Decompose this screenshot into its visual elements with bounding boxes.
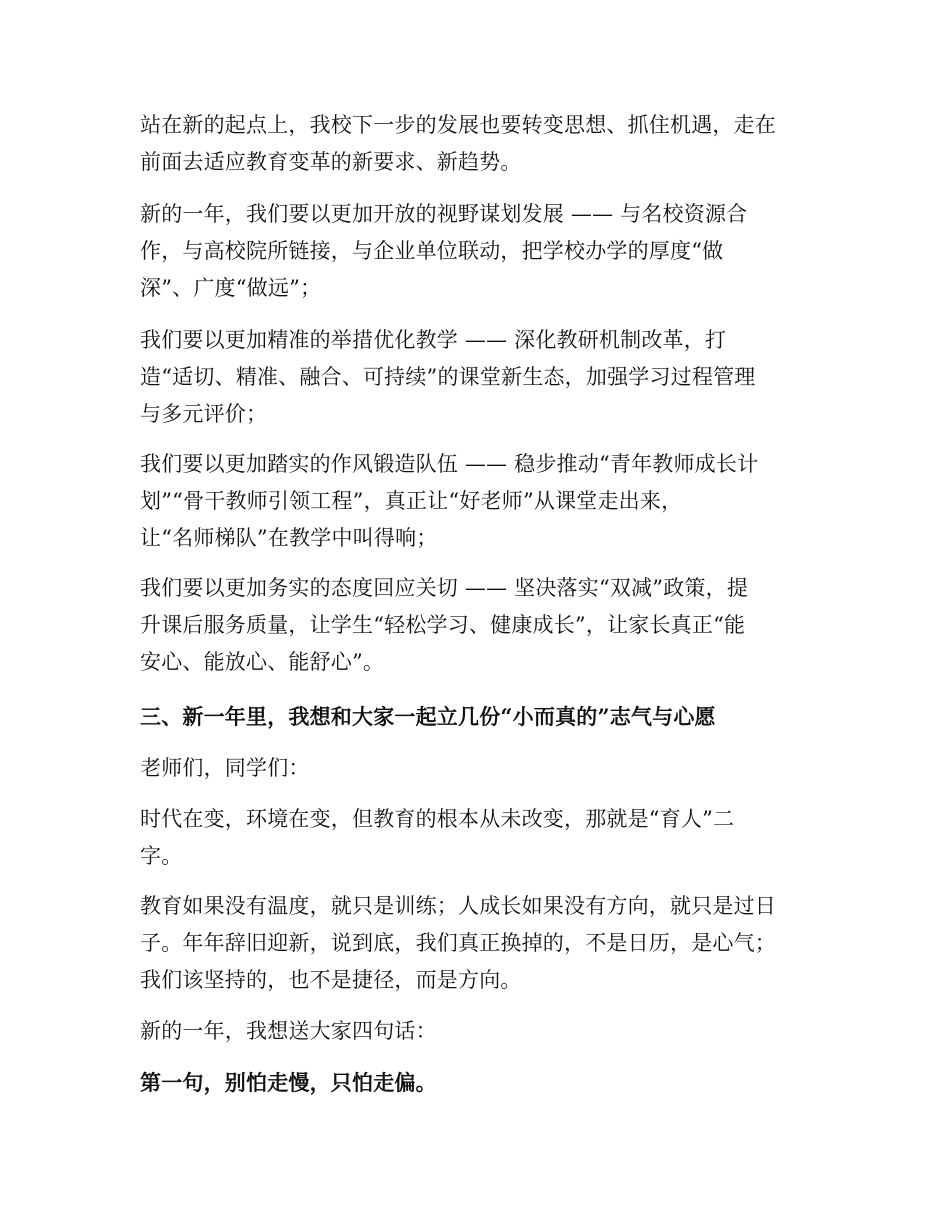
text-line: 升课后服务质量，让学生“轻松学习、健康成长”，让家长真正“能: [140, 613, 746, 637]
paragraph-teacher-team: [140, 446, 810, 557]
text-line: 子。年年辞旧迎新，说到底，我们真正换掉的，不是日历，是心气；: [140, 931, 776, 955]
paragraph-open-vision: [140, 196, 810, 307]
text-line: 教育如果没有温度，就只是训练；人成长如果没有方向，就只是过日: [140, 894, 776, 918]
paragraph-double-reduction: [140, 570, 810, 681]
paragraph-greeting: [140, 750, 810, 787]
text-line: 让“名师梯队”在教学中叫得响；: [140, 526, 438, 550]
text-line: 新的一年，我想送大家四句话：: [140, 1019, 437, 1043]
text-line: 深”、广度“做远”；: [140, 276, 322, 300]
text-line: 老师们，同学们：: [140, 756, 310, 780]
heading-line: 第一句，别怕走慢，只怕走偏。: [140, 1070, 437, 1095]
heading-line: 三、新一年里，我想和大家一起立几份“小而真的”志气与心愿: [140, 704, 716, 729]
text-line: 时代在变，环境在变，但教育的根本从未改变，那就是“育人”二: [140, 807, 735, 831]
text-line: 前面去适应教育变革的新要求、新趋势。: [140, 150, 522, 174]
paragraph-precise-teaching: [140, 322, 810, 433]
text-line: 我们该坚持的，也不是捷径，而是方向。: [140, 968, 522, 992]
paragraph-four-sentences: [140, 1013, 810, 1050]
text-line: 我们要以更加务实的态度回应关切 —— 坚决落实“双减”政策，提: [140, 576, 749, 600]
text-line: 字。: [140, 844, 183, 868]
section-heading-three: [140, 698, 810, 735]
text-line: 站在新的起点上，我校下一步的发展也要转变思想、抓住机遇，走在: [140, 113, 776, 137]
text-line: 新的一年，我们要以更加开放的视野谋划发展 —— 与名校资源合: [140, 202, 748, 226]
text-line: 与多元评价；: [140, 402, 268, 426]
paragraph-education-essence: [140, 801, 810, 875]
paragraph-school-development: [140, 107, 810, 181]
text-line: 划”“骨干教师引领工程”，真正让“好老师”从课堂走出来，: [140, 489, 683, 513]
text-line: 安心、能放心、能舒心”。: [140, 650, 385, 674]
text-line: 我们要以更加踏实的作风锻造队伍 —— 稳步推动“青年教师成长计: [140, 452, 759, 476]
text-line: 造“适切、精准、融合、可持续”的课堂新生态，加强学习过程管理: [140, 365, 756, 389]
text-line: 作，与高校院所链接，与企业单位联动，把学校办学的厚度“做: [140, 239, 724, 263]
paragraph-warmth-direction: [140, 888, 810, 999]
text-line: 我们要以更加精准的举措优化教学 —— 深化教研机制改革，打: [140, 328, 727, 352]
paragraph-first-sentence: [140, 1064, 810, 1101]
